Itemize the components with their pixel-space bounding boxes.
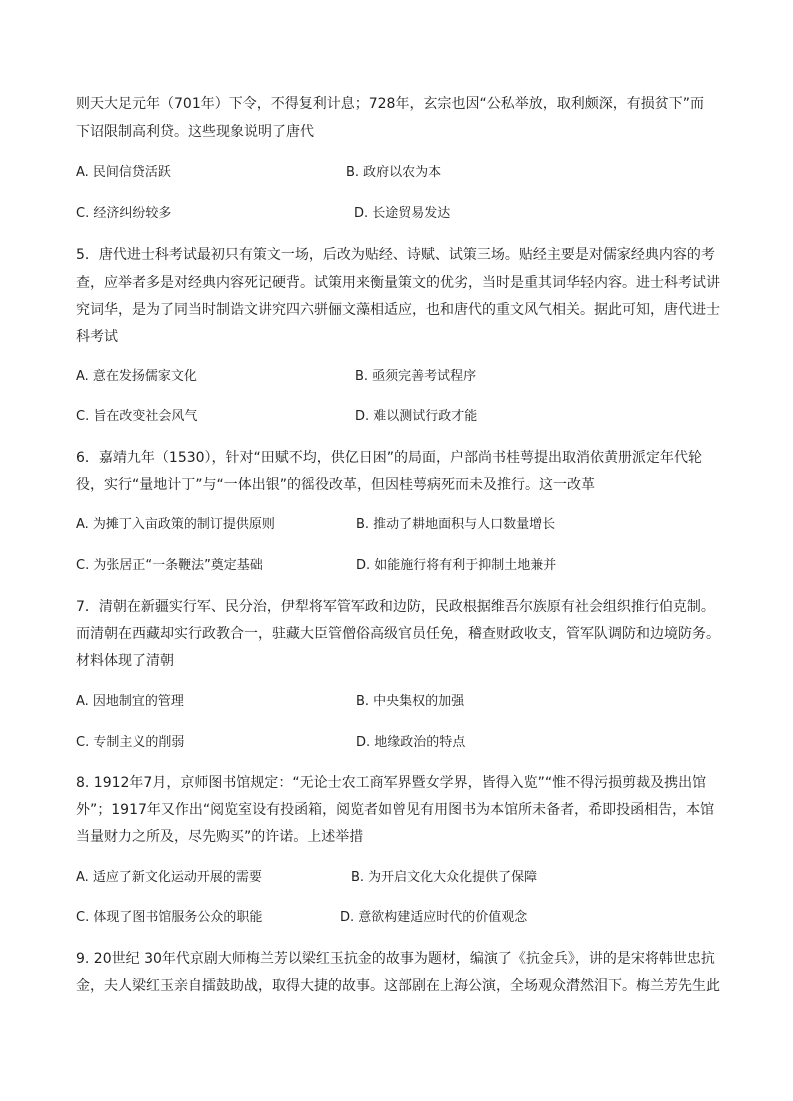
q7-option-a: A. 因地制宜的管理 — [76, 694, 184, 709]
q8-stem-line-2: 外”；1917年又作出“阅览室设有投函箱，阅览者如曾见有用图书为本馆所未备者，希即投函相告，本馆 — [76, 802, 715, 818]
q5-option-d: D. 难以测试行政才能 — [355, 409, 478, 424]
q5-option-c: C. 旨在改变社会风气 — [76, 409, 198, 424]
q7-option-d: D. 地缘政治的特点 — [356, 735, 466, 750]
q4-option-c: C. 经济纠纷较多 — [76, 206, 172, 221]
q5-option-a: A. 意在发扬儒家文化 — [76, 369, 197, 384]
q8-option-a: A. 适应了新文化运动开展的需要 — [76, 870, 262, 885]
q7-stem-line-1: 7．清朝在新疆实行军、民分治，伊犁将军管军政和边防，民政根据维吾尔族原有社会组织推行伯克制。 — [76, 599, 715, 615]
q6-option-c: C. 为张居正“一条鞭法”奠定基础 — [76, 558, 263, 573]
q8-stem-line-3: 当量财力之所及，尽先购买”的许诺。上述举措 — [76, 829, 364, 845]
q7-option-b: B. 中央集权的加强 — [356, 694, 465, 709]
q4-option-a: A. 民间信贷活跃 — [76, 165, 171, 180]
q4-stem-line-2: 下诏限制高利贷。这些现象说明了唐代 — [76, 124, 314, 140]
q7-stem-line-2: 而清朝在西藏却实行政教合一，驻藏大臣管僧俗高级官员任免，稽查财政收支，管军队调防和边境防务。 — [76, 626, 720, 642]
q9-stem-line-1: 9. 20世纪 30年代京剧大师梅兰芳以梁红玉抗金的故事为题材，编演了《抗金兵》，讲的是宋将韩世忠抗 — [76, 951, 715, 967]
q6-option-a: A. 为摊丁入亩政策的制订提供原则 — [76, 517, 275, 532]
q8-option-b: B. 为开启文化大众化提供了保障 — [351, 870, 538, 885]
q6-stem-line-2: 役，实行“量地计丁”与“一体出银”的徭役改革，但因桂萼病死而未及推行。这一改革 — [76, 477, 596, 493]
q6-stem-line-1: 6．嘉靖九年（1530），针对“田赋不均，供亿日困”的局面，户部尚书桂萼提出取消依黄册派定年代轮 — [76, 450, 703, 466]
q5-stem-line-2: 查，应举者多是对经典内容死记硬背。试策用来衡量策文的优劣，当时是重其词华轻内容。进士科考试讲 — [76, 275, 720, 291]
q9-stem-line-2: 金，夫人梁红玉亲自擂鼓助战，取得大捷的故事。这部剧在上海公演，全场观众潸然泪下。梅兰芳先生此 — [76, 978, 720, 994]
q4-stem-line-1: 则天大足元年（701年）下令，不得复利计息；728年，玄宗也因“公私举放，取利颇深，有损贫下”而 — [76, 96, 704, 112]
q5-stem-line-4: 科考试 — [76, 329, 118, 345]
q4-option-d: D. 长途贸易发达 — [354, 206, 451, 221]
q5-stem-line-3: 究词华，是为了同当时制诰文讲究四六骈俪文藻相适应，也和唐代的重文风气相关。据此可知，唐代进士 — [76, 302, 720, 318]
q5-stem-line-1: 5．唐代进士科考试最初只有策文一场，后改为贴经、诗赋、试策三场。贴经主要是对儒家经典内容的考 — [76, 247, 715, 263]
q6-option-d: D. 如能施行将有利于抑制土地兼并 — [356, 558, 557, 573]
q7-stem-line-3: 材料体现了清朝 — [76, 653, 174, 669]
q4-option-b: B. 政府以农为本 — [346, 165, 442, 180]
q8-option-c: C. 体现了图书馆服务公众的职能 — [76, 910, 263, 925]
q8-stem-line-1: 8. 1912年7月，京师图书馆规定：“无论士农工商军界暨女学界，皆得入览”“惟不得污损剪裁及携出馆 — [76, 775, 707, 791]
q7-option-c: C. 专制主义的削弱 — [76, 735, 185, 750]
q8-option-d: D. 意欲构建适应时代的价值观念 — [340, 910, 528, 925]
q6-option-b: B. 推动了耕地面积与人口数量增长 — [356, 517, 556, 532]
q5-option-b: B. 亟须完善考试程序 — [355, 369, 477, 384]
